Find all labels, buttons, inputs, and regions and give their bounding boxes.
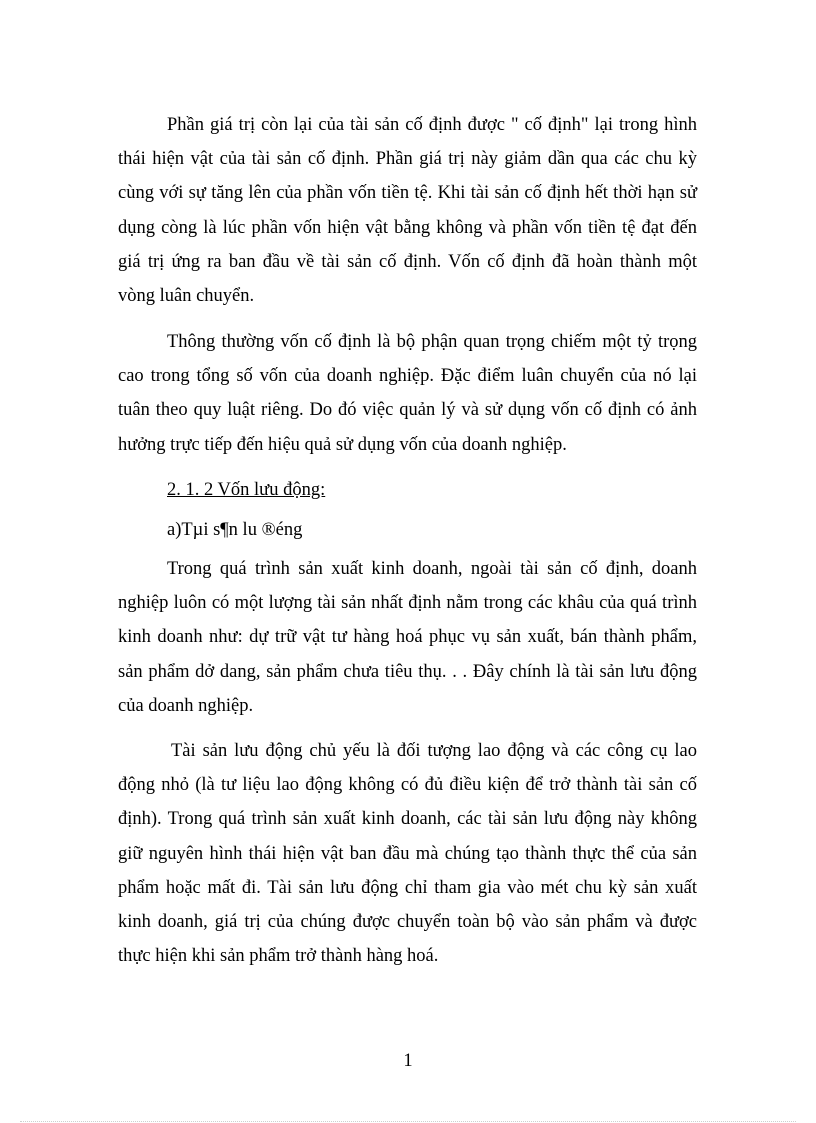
paragraph-line: kinh doanh, giá trị của chúng được chuyển toàn bộ vào sản phẩm và được	[118, 912, 697, 933]
subheading: a)Tµi s¶n lu ®éng	[167, 520, 303, 540]
paragraph-line: cùng với sự tăng lên của phần vốn tiền tệ. Khi tài sản cố định hết thời hạn sử	[118, 183, 697, 204]
paragraph-line: nghiệp luôn có một lượng tài sản nhất định nằm trong các khâu của quá trình	[118, 593, 697, 614]
paragraph-line: kinh doanh như: dự trữ vật tư hàng hoá phục vụ sản xuất, bán thành phẩm,	[118, 627, 697, 648]
paragraph-current-assets-detail	[118, 734, 697, 973]
page-bottom-divider	[20, 1121, 796, 1122]
paragraph-line: thái hiện vật của tài sản cố định. Phần giá trị này giảm dần qua các chu kỳ	[118, 149, 697, 170]
page-number: 1	[403, 1051, 413, 1071]
paragraph-line: Thông thường vốn cố định là bộ phận quan trọng chiếm một tỷ trọng	[167, 332, 697, 352]
paragraph-line: động nhỏ (là tư liệu lao động không có đủ điều kiện để trở thành tài sản cố	[118, 775, 697, 796]
paragraph-line: phẩm hoặc mất đi. Tài sản lưu động chỉ tham gia vào mét chu kỳ sản xuất	[118, 877, 697, 898]
paragraph-line: dụng còng là lúc phần vốn hiện vật bằng không và phần vốn tiền tệ đạt đến	[118, 217, 697, 238]
paragraph-fixed-capital-residual	[118, 108, 697, 313]
paragraph-line: cao trong tổng số vốn của doanh nghiệp. Đặc điểm luân chuyển của nó lại	[118, 366, 697, 387]
paragraph-current-assets-intro	[118, 552, 697, 723]
paragraph-line: Phần giá trị còn lại của tài sản cố định được " cố định" lại trong hình	[167, 115, 697, 135]
paragraph-line: của doanh nghiệp.	[118, 695, 254, 716]
paragraph-line: tuân theo quy luật riêng. Do đó việc quản lý và sử dụng vốn cố định có ảnh	[118, 400, 697, 421]
paragraph-line: hưởng trực tiếp đến hiệu quả sử dụng vốn của doanh nghiệp.	[118, 434, 567, 455]
paragraph-line: giá trị ứng ra ban đầu về tài sản cố định. Vốn cố định đã hoàn thành một	[118, 251, 697, 272]
paragraph-line: sản phẩm dở dang, sản phẩm chưa tiêu thụ. . . Đây chính là tài sản lưu động	[118, 661, 697, 682]
paragraph-line: định). Trong quá trình sản xuất kinh doanh, các tài sản lưu động này không	[118, 809, 697, 830]
paragraph-line: Trong quá trình sản xuất kinh doanh, ngoài tài sản cố định, doanh	[167, 559, 697, 579]
paragraph-line: Tài sản lưu động chủ yếu là đối tượng lao động và các công cụ lao	[171, 741, 697, 761]
paragraph-line: giữ nguyên hình thái hiện vật ban đầu mà chúng tạo thành thực thể của sản	[118, 843, 697, 864]
section-heading: 2. 1. 2 Vốn lưu động:	[167, 480, 326, 500]
paragraph-fixed-capital-importance	[118, 325, 697, 462]
paragraph-line: thực hiện khi sản phẩm trở thành hàng hoá.	[118, 946, 439, 967]
paragraph-line: vòng luân chuyển.	[118, 286, 255, 307]
